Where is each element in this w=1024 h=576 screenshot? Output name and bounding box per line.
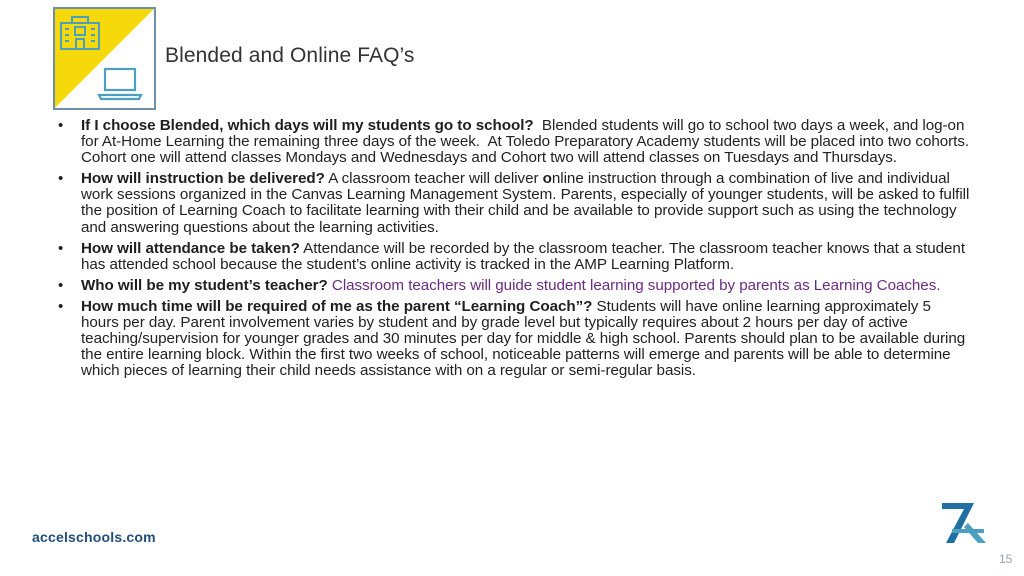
- faq-item: [58, 171, 970, 235]
- faq-answer: Students will have online learning approximately 5 hours per day. Parent involvement varies by student and by grade level but typically requires about 2 hours per day of active teaching/supervision for younger grades and 30 minutes per day for middle & high school. Parents should plan to be available during the entire learning block. Within the first two weeks of school, noticeable patterns will emerge and parents will be able to determine which pieces of learning their child needs assistance with on a regular or semi-regular basis.: [81, 297, 966, 380]
- faq-question: How will attendance be taken?: [81, 239, 300, 257]
- footer-brand: accelschools.com: [32, 529, 156, 545]
- faq-answer: Blended students will go to school two days a week, and log-on for At-Home Learning the remaining three days of the week. At Toledo Preparatory Academy students will be placed into two cohorts. Cohort one will attend classes Mondays and Wednesdays and Cohort two will attend classes on Tuesdays and Thursdays.: [81, 117, 978, 167]
- faq-answer: Attendance will be recorded by the classroom teacher. The classroom teacher knows that a student has attended school because the student’s online activity is tracked in the AMP Learning Platform.: [81, 239, 966, 273]
- faq-answer: A classroom teacher will deliver: [324, 170, 543, 188]
- bullet-icon: •: [58, 276, 64, 294]
- faq-question: How will instruction be delivered?: [81, 170, 325, 188]
- page-number: 15: [999, 552, 1013, 566]
- faq-item: [58, 278, 970, 294]
- faq-item: [58, 117, 978, 167]
- bullet-icon: •: [58, 297, 64, 315]
- accel-logo-icon: [938, 497, 994, 550]
- faq-list: [58, 117, 978, 384]
- faq-question: If I choose Blended, which days will my students go to school?: [81, 117, 534, 134]
- bullet-icon: •: [58, 117, 64, 134]
- bullet-icon: •: [58, 239, 64, 257]
- faq-item: [58, 299, 970, 379]
- bullet-icon: •: [58, 170, 64, 188]
- faq-question: Who will be my student’s teacher?: [81, 276, 328, 294]
- page-title: Blended and Online FAQ’s: [165, 44, 415, 67]
- faq-item: [58, 241, 970, 273]
- faq-question: How much time will be required of me as the parent “Learning Coach”?: [81, 297, 593, 315]
- faq-answer-emphasis: o: [542, 170, 552, 188]
- faq-answer: nline instruction through a combination of live and individual work sessions organized in the Canvas Learning Management System. Parents, especially of younger students, will be asked to fulfill the position of Learning Coach to facilitate learning with their child and be available to provide support such as using the technology and answering questions about the learning activities.: [81, 170, 970, 236]
- faq-answer: Classroom teachers will guide student learning supported by parents as Learning Coaches.: [327, 276, 941, 294]
- section-icon-box: [53, 7, 156, 110]
